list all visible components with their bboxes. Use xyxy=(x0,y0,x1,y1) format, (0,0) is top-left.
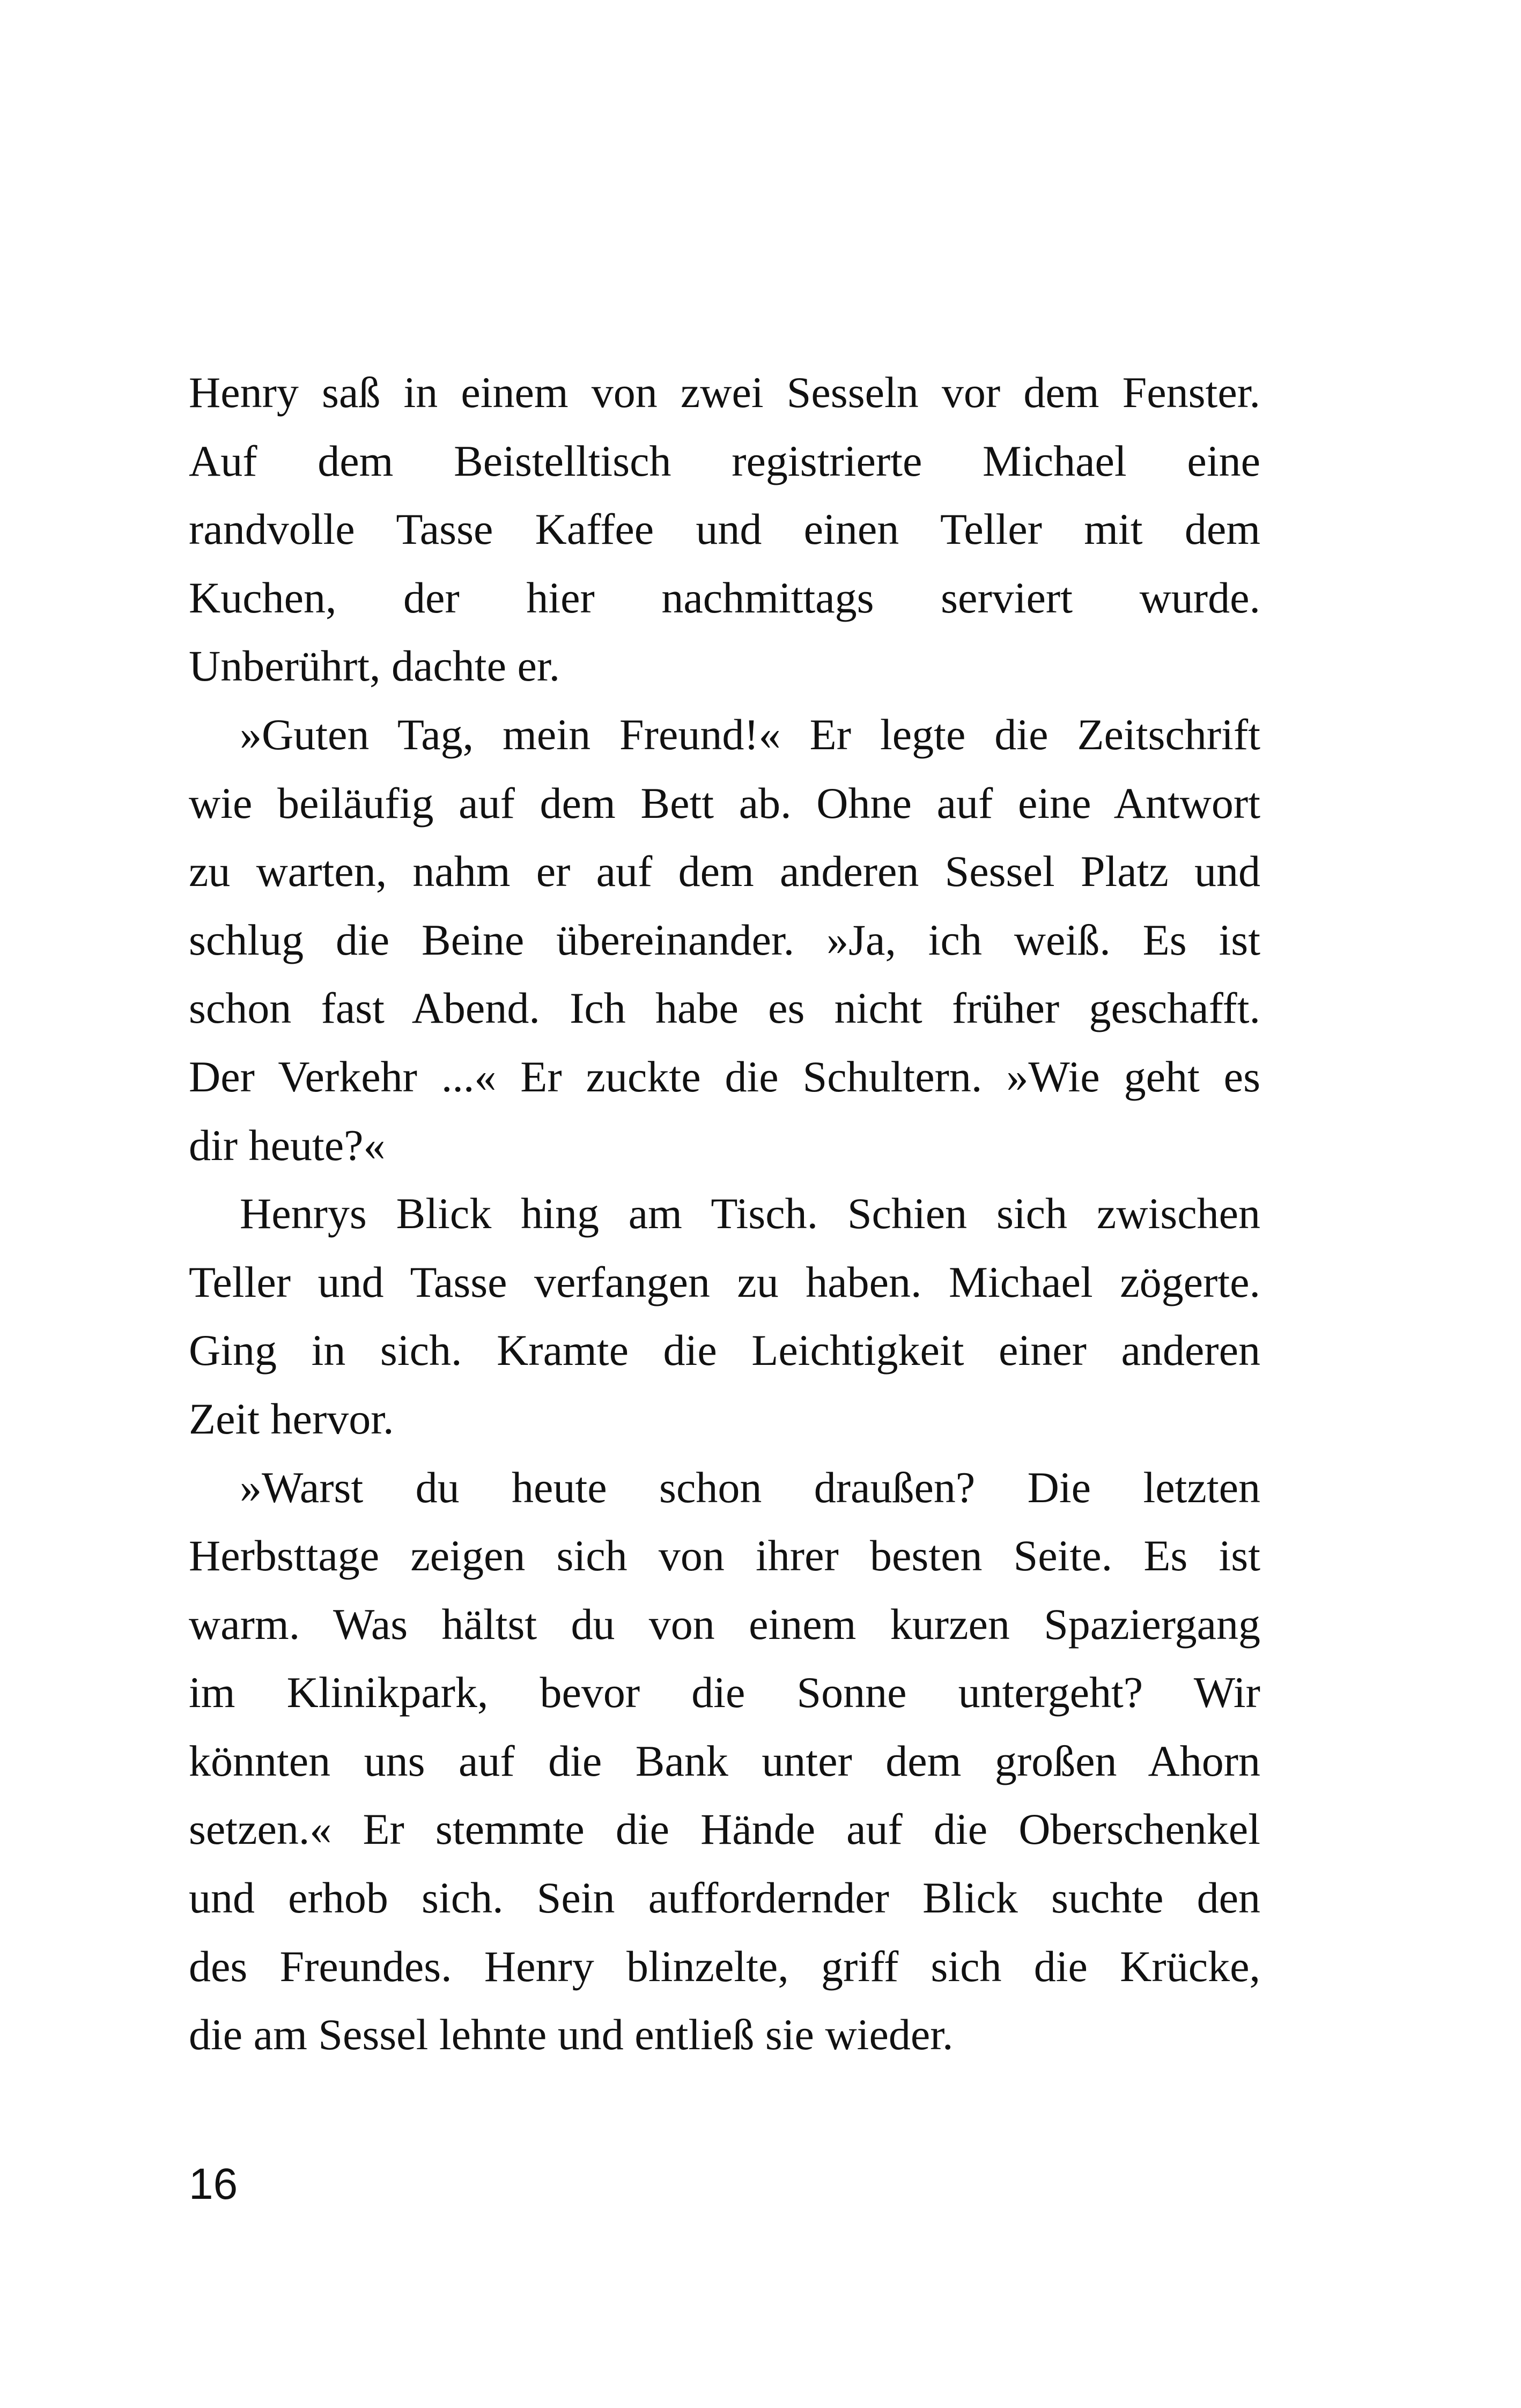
text-line: die am Sessel lehnte und entließ sie wieder. xyxy=(189,2010,954,2059)
text-line: dir heute?« xyxy=(189,1120,386,1170)
text-line: Henrys Blick hing am Tisch. Schien sich zwischen xyxy=(240,1189,1260,1238)
text-line: könnten uns auf die Bank unter dem großen Ahorn xyxy=(189,1736,1260,1785)
paragraph-2 xyxy=(189,700,1260,1179)
text-line: setzen.« Er stemmte die Hände auf die Oberschenkel xyxy=(189,1805,1260,1854)
text-line: Unberührt, dachte er. xyxy=(189,641,560,691)
text-line: »Guten Tag, mein Freund!« Er legte die Zeitschrift xyxy=(240,710,1260,759)
text-line: warm. Was hältst du von einem kurzen Spaziergang xyxy=(189,1599,1260,1649)
page-number: 16 xyxy=(189,2160,238,2208)
text-line: schlug die Beine übereinander. »Ja, ich weiß. Es ist xyxy=(189,915,1260,964)
text-line: schon fast Abend. Ich habe es nicht früher geschafft. xyxy=(189,984,1260,1033)
text-line: Henry saß in einem von zwei Sesseln vor dem Fenster. xyxy=(189,368,1260,417)
text-line: Auf dem Beistelltisch registrierte Michael eine xyxy=(189,436,1260,485)
text-line: randvolle Tasse Kaffee und einen Teller mit dem xyxy=(189,505,1260,554)
paragraph-1 xyxy=(189,358,1260,700)
text-line: Ging in sich. Kramte die Leichtigkeit einer anderen xyxy=(189,1326,1260,1375)
paragraph-3 xyxy=(189,1179,1260,1453)
text-line: des Freundes. Henry blinzelte, griff sich die Krücke, xyxy=(189,1941,1260,1991)
paragraph-4 xyxy=(189,1453,1260,2069)
text-line: Zeit hervor. xyxy=(189,1394,394,1443)
text-line: Herbsttage zeigen sich von ihrer besten Seite. Es ist xyxy=(189,1531,1260,1580)
text-line: im Klinikpark, bevor die Sonne untergeht? Wir xyxy=(189,1668,1260,1717)
text-line: Der Verkehr ...« Er zuckte die Schultern. »Wie geht es xyxy=(189,1052,1260,1101)
text-line: Kuchen, der hier nachmittags serviert wurde. xyxy=(189,573,1260,622)
text-line: wie beiläufig auf dem Bett ab. Ohne auf eine Antwort xyxy=(189,778,1260,828)
text-line: zu warten, nahm er auf dem anderen Sessel Platz und xyxy=(189,847,1260,896)
body-text xyxy=(189,358,1260,2069)
text-line: und erhob sich. Sein auffordernder Blick suchte den xyxy=(189,1873,1260,1923)
text-line: »Warst du heute schon draußen? Die letzten xyxy=(240,1462,1260,1512)
text-line: Teller und Tasse verfangen zu haben. Michael zögerte. xyxy=(189,1257,1260,1306)
